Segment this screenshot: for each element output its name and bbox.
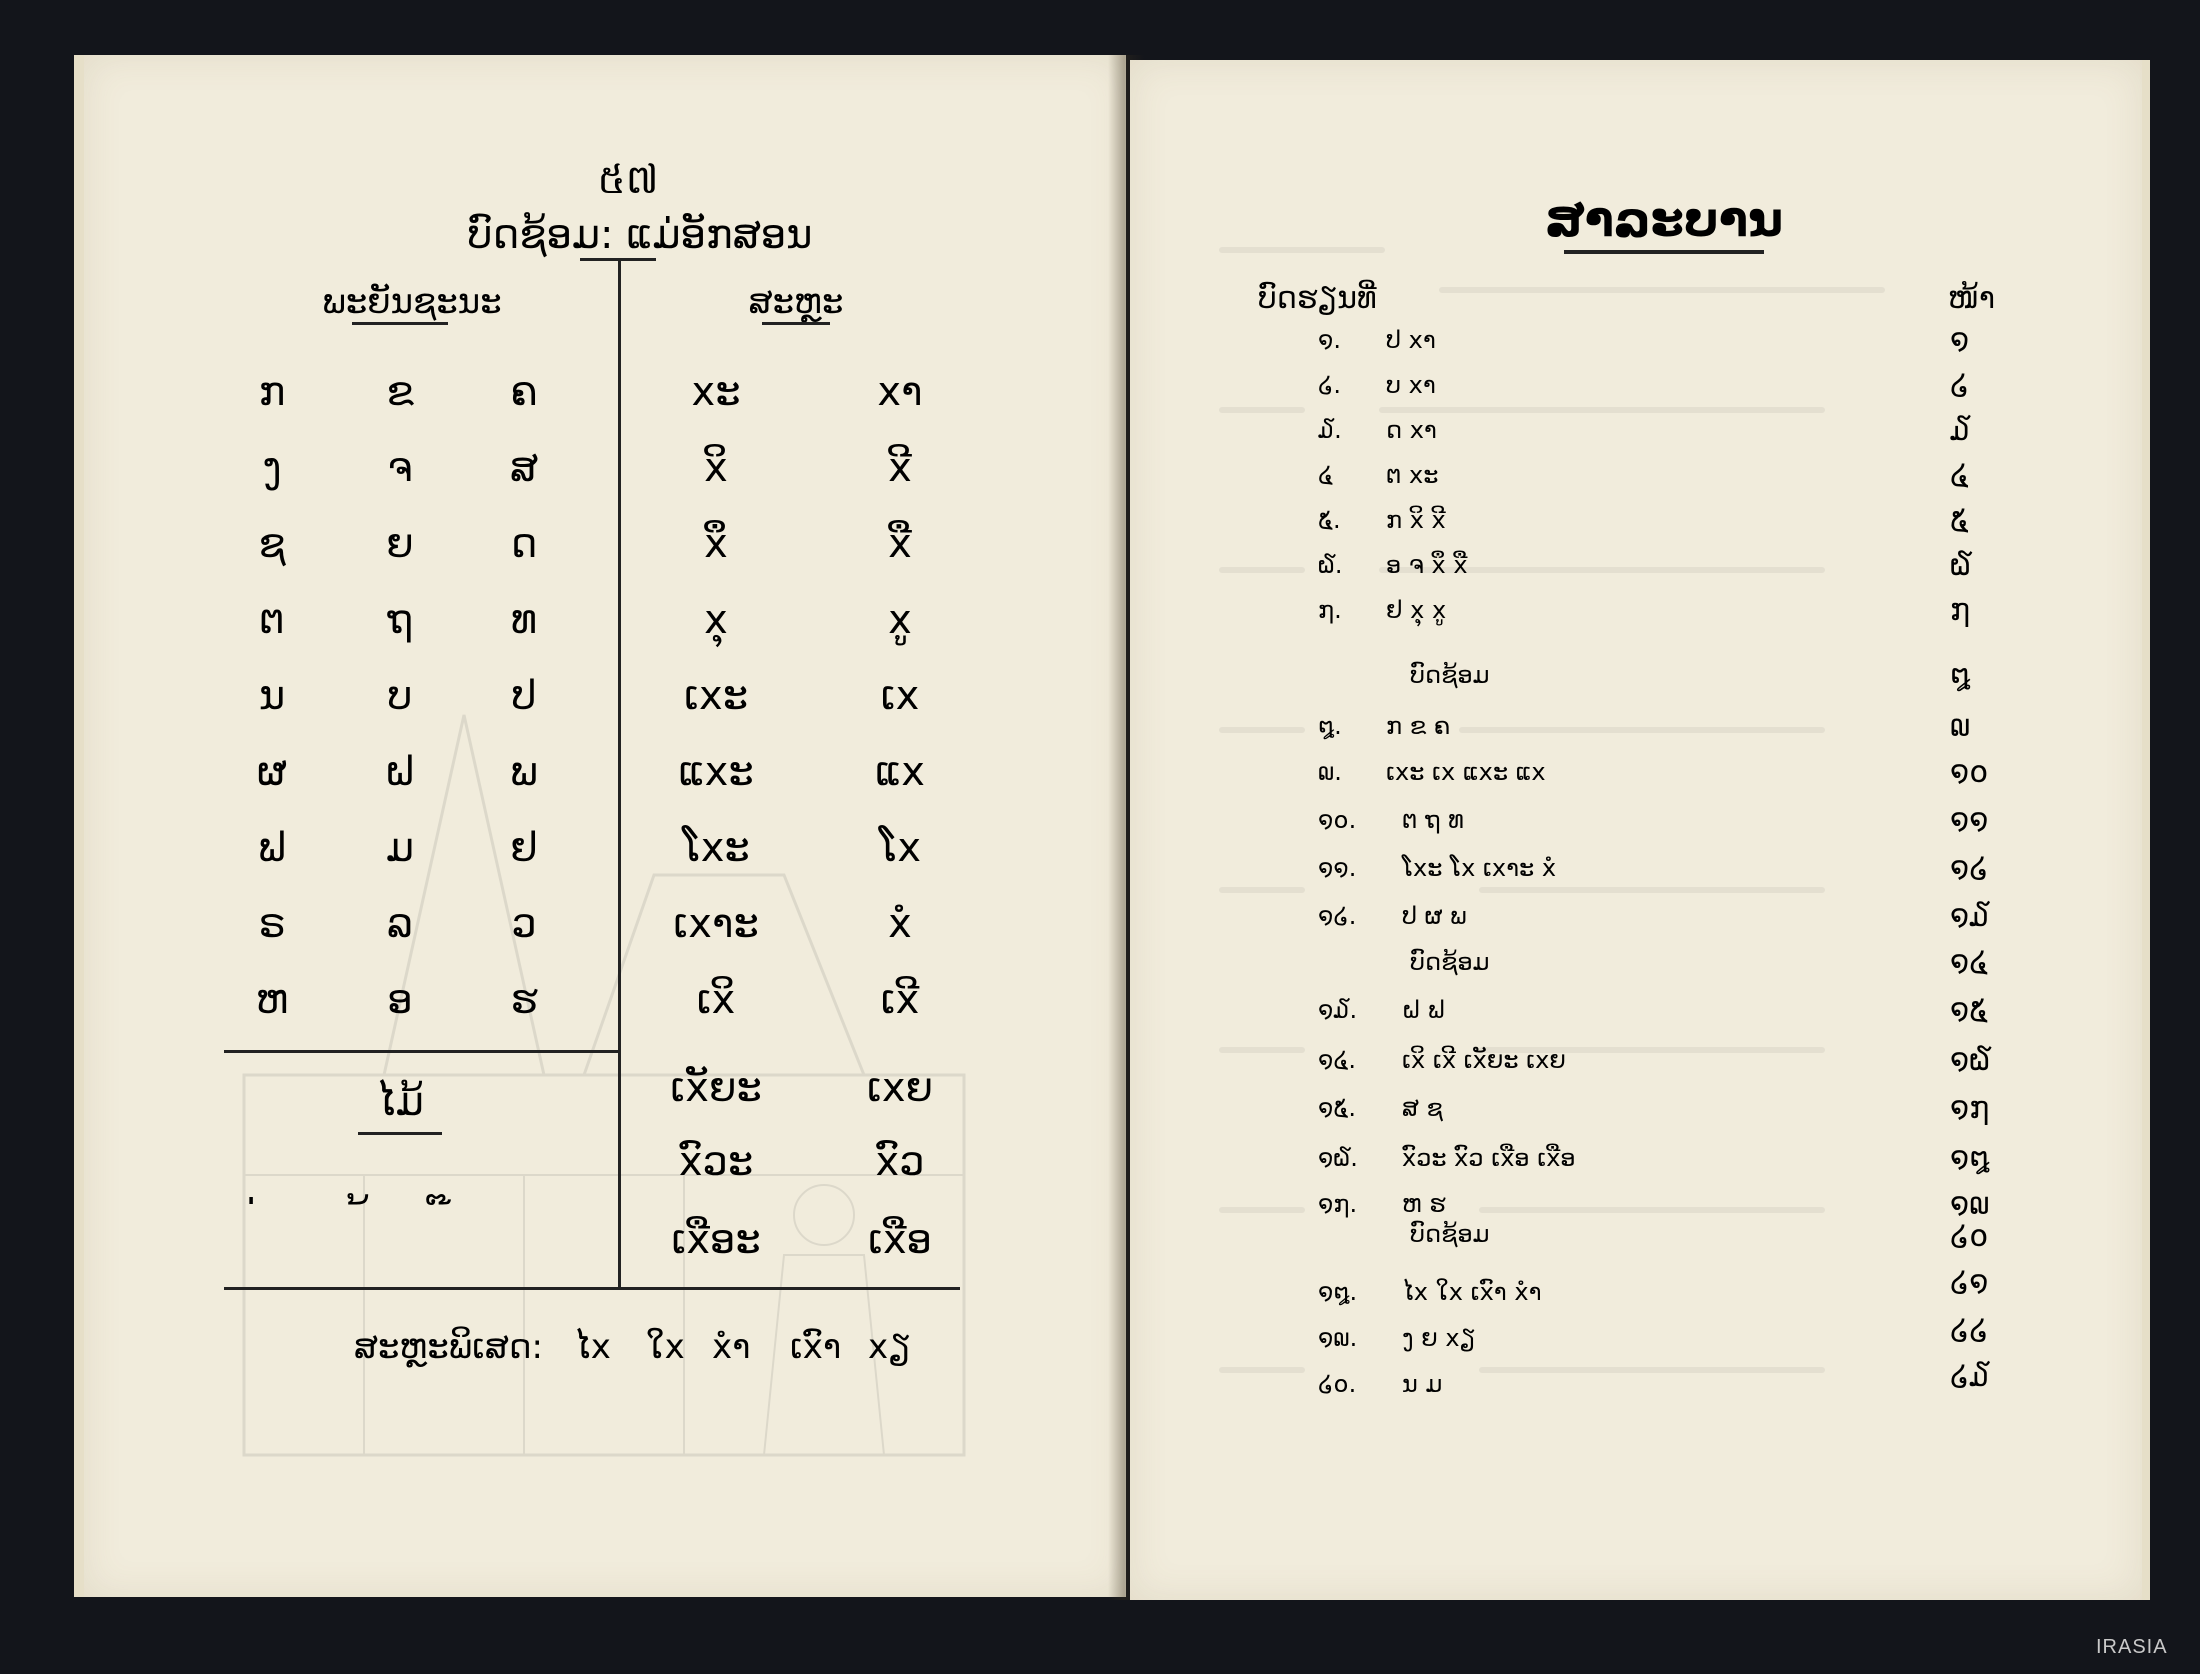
- toc-entry-text: ປ xາ: [1386, 326, 1436, 354]
- toc-entry-number: ໖.: [1318, 551, 1343, 579]
- consonant-cell: ບ: [387, 673, 413, 719]
- toc-entry-number: ໒.: [1318, 371, 1342, 399]
- consonant-cell: ທ: [510, 597, 538, 643]
- vowel-cell: xໍ: [888, 901, 912, 947]
- vowel-cell: ເx: [880, 673, 920, 719]
- toc-entry-number: ໘.: [1318, 712, 1342, 740]
- vowel-cell: xິ: [704, 445, 728, 491]
- toc-entry-text: ຝ ຟ: [1402, 996, 1445, 1024]
- toc-entry-page: ໑໕: [1950, 993, 1988, 1028]
- consonant-cell: ນ: [258, 673, 286, 719]
- toc-entry-page: ໑໐: [1950, 755, 1989, 790]
- toc-entry-text: ກ ຂ ຄ: [1386, 712, 1451, 740]
- toc-entry-text: ໄx ໃx ເxົາ xໍາ: [1402, 1278, 1542, 1306]
- toc-entry-text: ກ xິ xີ: [1386, 506, 1446, 534]
- vowel-cell: ແxະ: [678, 749, 754, 795]
- toc-entry-page: ໒໒: [1950, 1313, 1989, 1348]
- consonant-cell: ປ: [511, 673, 537, 719]
- table-bottom-rule: [224, 1287, 960, 1290]
- consonant-cell: ງ: [262, 445, 282, 491]
- consonant-cell: ຣ: [258, 901, 286, 947]
- toc-entry-text: ອ ຈ xຶ xື: [1386, 551, 1468, 579]
- special-vowel: ເxົາ: [790, 1327, 842, 1367]
- toc-entry-number: ໑໔.: [1318, 1046, 1357, 1074]
- vowel-cell: ເxາະ: [673, 901, 759, 947]
- consonant-cell: ສ: [509, 445, 539, 491]
- table-vertical-rule: [618, 258, 621, 1288]
- page-title: ບົດຊ້ອມ: ແມ່ອັກສອນ: [467, 212, 813, 258]
- toc-entry-text: ເxິ ເxີ ເxັຍະ ເxຍ: [1402, 1046, 1566, 1074]
- toc-entry-number: ໓.: [1318, 416, 1342, 444]
- vowel-cell: ເxິ: [696, 977, 736, 1023]
- consonant-cell: ຄ: [510, 369, 538, 415]
- toc-entry-page: ໒໓: [1950, 1359, 1990, 1394]
- toc-entry-page: ໙: [1950, 709, 1971, 744]
- consonant-cell: ວ: [511, 901, 537, 947]
- consonant-cell: ອ: [387, 977, 413, 1023]
- vowel-cell: ເxຍ: [866, 1065, 934, 1111]
- toc-entry-text: ບົດຊ້ອມ: [1410, 1220, 1490, 1248]
- toc-entry-page: ໑໔: [1950, 945, 1988, 980]
- toc-entry-number: ໑໘.: [1318, 1278, 1358, 1306]
- toc-entry-text: ຫ ຮ: [1402, 1190, 1446, 1218]
- consonant-cell: ຮ: [510, 977, 538, 1023]
- toc-entry-number: ໑໗.: [1318, 1190, 1358, 1218]
- special-vowel: ໄx: [574, 1327, 611, 1367]
- toc-entry-page: ໑໒: [1950, 851, 1989, 886]
- special-vowel: ໃx: [646, 1327, 685, 1367]
- toc-entry-text: ຕ xະ: [1386, 461, 1439, 489]
- toc-entry-page: ໒໑: [1950, 1265, 1989, 1300]
- consonant-cell: ຕ: [259, 597, 285, 643]
- vowel-cell: xາ: [877, 369, 923, 415]
- toc-entry-page: ໑໓: [1950, 899, 1990, 934]
- consonant-cell: ຢ: [510, 825, 538, 871]
- bleed-through-text: [1182, 210, 2082, 1560]
- consonant-cell: ມ: [385, 825, 415, 871]
- table-horizontal-rule: [224, 1050, 620, 1053]
- consonant-cell: ດ: [510, 521, 538, 567]
- toc-entry-page: ໑໑: [1950, 803, 1989, 838]
- toc-entry-text: ບົດຊ້ອມ: [1410, 661, 1490, 689]
- toc-entry-text: ຢ xຸ xູ: [1386, 596, 1447, 624]
- heading-underline: [352, 322, 448, 325]
- vowel-heading: ສະຫຼະ: [748, 282, 844, 322]
- toc-entry-text: ບົດຊ້ອມ: [1410, 948, 1490, 976]
- vowel-cell: xຸ: [704, 597, 728, 643]
- toc-entry-page: ໑໘: [1950, 1141, 1990, 1176]
- vowel-cell: ແx: [875, 749, 925, 795]
- consonant-cell: ຊ: [258, 521, 286, 567]
- toc-entry-text: xົວະ xົວ ເxືອ ເxືອ: [1402, 1144, 1576, 1172]
- heading-underline: [762, 322, 830, 325]
- toc-entry-page: ໓: [1950, 413, 1971, 448]
- toc-entry-number: ໑໓.: [1318, 996, 1358, 1024]
- page-number: ៥៧: [597, 157, 659, 203]
- vowel-cell: xູ: [888, 597, 912, 643]
- toc-entry-number: ໒໐.: [1318, 1370, 1357, 1398]
- consonant-cell: ລ: [387, 901, 413, 947]
- toc-entry-number: ໑໐.: [1318, 806, 1357, 834]
- toc-entry-page: ໔: [1950, 458, 1969, 493]
- toc-entry-page: ໑໙: [1950, 1187, 1990, 1222]
- toc-entry-number: ໑໖.: [1318, 1144, 1358, 1172]
- tone-heading: ໄມ້: [376, 1079, 424, 1125]
- vowel-cell: xີ: [888, 445, 912, 491]
- toc-entry-text: ຕ ຖ ທ: [1402, 806, 1464, 834]
- toc-entry-text: ໂxະ ໂx ເxາະ xໍ: [1402, 854, 1557, 882]
- vowel-cell: xະ: [691, 369, 741, 415]
- consonant-cell: ຜ: [257, 749, 287, 795]
- consonant-cell: ຂ: [386, 369, 414, 415]
- toc-column-page: ໜ້າ: [1948, 281, 1996, 316]
- vowel-cell: ເxີ: [880, 977, 920, 1023]
- toc-entry-number: ໙.: [1318, 758, 1342, 786]
- toc-entry-number: ໑໕.: [1318, 1094, 1357, 1122]
- special-vowel: xຽ: [868, 1327, 911, 1367]
- toc-entry-text: ສ ຊ: [1402, 1094, 1443, 1122]
- vowel-cell: ໂx: [878, 825, 922, 871]
- toc-entry-number: ໑.: [1318, 326, 1342, 354]
- vowel-cell: ໂxະ: [682, 825, 750, 871]
- toc-entry-text: ດ xາ: [1386, 416, 1437, 444]
- vowel-cell: ເxືອ: [868, 1217, 932, 1263]
- heading-underline: [358, 1132, 442, 1135]
- toc-entry-text: ງ ຍ xຽ: [1402, 1324, 1476, 1352]
- toc-entry-page: ໘: [1950, 658, 1971, 693]
- consonant-cell: ຈ: [387, 445, 413, 491]
- toc-title: ສາລະບານ: [1544, 192, 1784, 248]
- vowel-cell: xົວ: [875, 1139, 925, 1185]
- watermark: IRASIA: [2096, 1636, 2168, 1658]
- vowel-cell: ເxືອະ: [671, 1217, 761, 1263]
- consonant-cell: ຖ: [387, 597, 413, 643]
- special-vowels-label: ສະຫຼະພິເສດ:: [354, 1327, 543, 1367]
- toc-entry-page: ໒໐: [1950, 1219, 1989, 1254]
- toc-entry-page: ໕: [1950, 503, 1969, 538]
- toc-entry-page: ໖: [1950, 548, 1972, 583]
- toc-entry-text: ເxະ ເx ແxະ ແx: [1386, 758, 1546, 786]
- title-underline: [580, 258, 656, 261]
- toc-column-lesson: ບົດຮຽນທີ່: [1258, 281, 1377, 316]
- consonant-heading: ພະຍັນຊະນະ: [322, 282, 502, 322]
- toc-title-underline: [1564, 250, 1764, 254]
- toc-entry-page: ໑: [1950, 323, 1970, 358]
- consonant-cell: ຟ: [258, 825, 286, 871]
- special-vowel: xໍາ: [712, 1327, 751, 1367]
- toc-entry-number: ໑໙.: [1318, 1324, 1358, 1352]
- toc-entry-page: ໗: [1950, 593, 1971, 628]
- toc-entry-text: ນ ມ: [1402, 1370, 1443, 1398]
- consonant-cell: ພ: [510, 749, 538, 795]
- vowel-cell: xົວະ: [678, 1139, 754, 1185]
- consonant-cell: ຝ: [384, 749, 416, 795]
- toc-entry-number: ໗.: [1318, 596, 1342, 624]
- toc-entry-text: ບ xາ: [1386, 371, 1436, 399]
- toc-entry-page: ໑໖: [1950, 1043, 1991, 1078]
- toc-entry-page: ໒: [1950, 368, 1970, 403]
- toc-entry-page: ໑໗: [1950, 1091, 1990, 1126]
- toc-entry-number: ໔: [1318, 461, 1333, 489]
- vowel-cell: ເxະ: [684, 673, 748, 719]
- toc-entry-number: ໕.: [1318, 506, 1341, 534]
- consonant-cell: ຫ: [255, 977, 289, 1023]
- consonant-cell: ຍ: [386, 521, 414, 567]
- vowel-cell: xຶ: [704, 521, 728, 567]
- vowel-cell: xື: [888, 521, 912, 567]
- toc-entry-number: ໑໑.: [1318, 854, 1357, 882]
- vowel-cell: ເxັຍະ: [670, 1065, 762, 1111]
- toc-entry-number: ໑໒.: [1318, 902, 1357, 930]
- consonant-cell: ກ: [258, 369, 286, 415]
- toc-entry-text: ປ ຜ ພ: [1402, 902, 1467, 930]
